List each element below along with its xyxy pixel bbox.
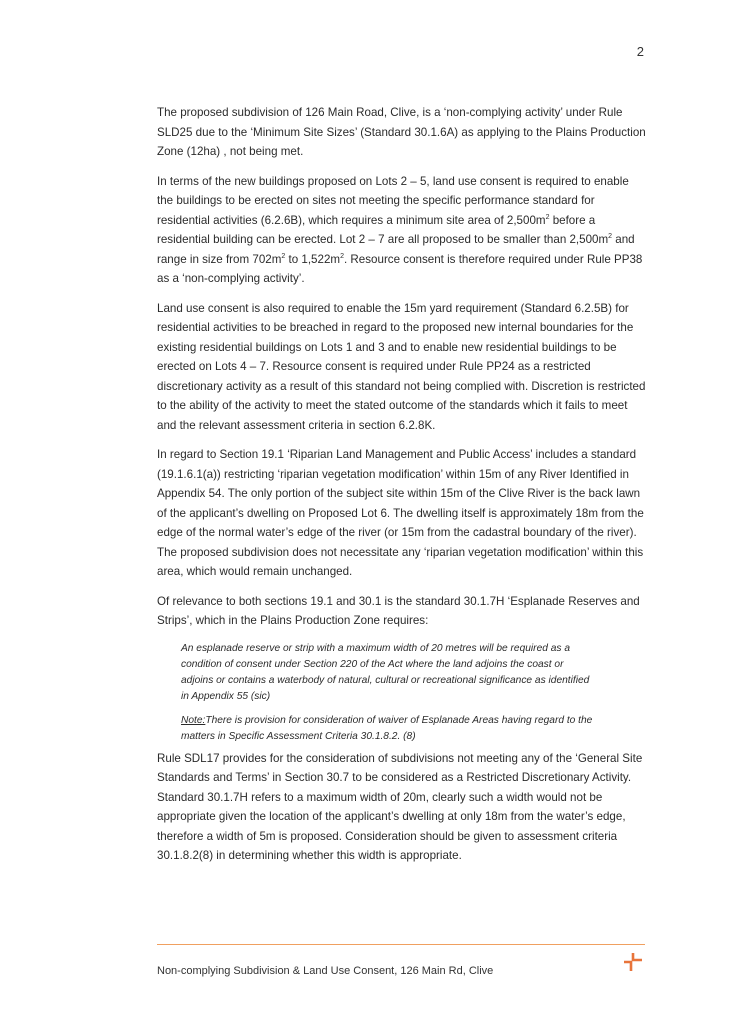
document-body: [157, 103, 647, 876]
paragraph-riparian: In regard to Section 19.1 ‘Riparian Land Management and Public Access’ includes a standard (19.1.6.1(a)) restricting ‘riparian vegetation modification’ within 15m of any River Identified in Appendix 54. The only portion of the subject site within 15m of the Clive River is the back lawn of the applicant’s dwelling on Proposed Lot 6. The dwelling itself is approximately 18m from the edge of the normal water’s edge of the river (or 15m from the cadastral boundary of the river). The proposed subdivision does not necessitate any ‘riparian vegetation modification’ within this area, which would remain unchanged.: [157, 448, 644, 578]
text-segment: and range in size from 702m: [157, 233, 635, 266]
text-segment: In terms of the new buildings proposed on Lots 2 – 5, land use consent is required to enable the buildings to be erected on sites not meeting the specific performance standard for residential activities (6.2.6B), which requires a minimum site area of 2,500m: [157, 174, 629, 227]
footer-title: Non-complying Subdivision & Land Use Consent, 126 Main Rd, Clive: [157, 965, 494, 977]
text-segment: before a residential building can be erected. Lot 2 – 7 are all proposed to be smaller than 2,500m: [157, 213, 609, 246]
note-text: There is provision for consideration of waiver of Esplanade Areas having regard to the matters in Specific Assessment Criteria 30.1.8.2. (8): [181, 714, 593, 742]
text-segment: to 1,522m: [285, 252, 341, 266]
corner-brackets-logo-icon: [624, 953, 642, 971]
superscript: 2: [340, 252, 344, 260]
quote-standard-text: An esplanade reserve or strip with a maximum width of 20 metres will be required as a condition of consent under Section 220 of the Act where the land adjoins the coast or adjoins or contains a waterbody of natural, cultural or recreational significance as identified in Appendix 55 (sic): [181, 642, 590, 702]
paragraph-subdivision-status: The proposed subdivision of 126 Main Road, Clive, is a ‘non-complying activity’ under Rule SLD25 due to the ‘Minimum Site Sizes’ (Standard 30.1.6A) as applying to the Plains Production Zone (12ha) , not being met.: [157, 106, 646, 158]
superscript: 2: [545, 213, 550, 221]
paragraph-esplanade-intro: Of relevance to both sections 19.1 and 30.1 is the standard 30.1.7H ‘Esplanade Reserves and Strips’, which in the Plains Production Zone requires:: [157, 594, 640, 627]
text-segment: . Resource consent is therefore required under Rule PP38 as a ‘non-complying activity’.: [157, 252, 643, 285]
paragraph-rule-sdl17: Rule SDL17 provides for the consideration of subdivisions not meeting any of the ‘General Site Standards and Terms’ in Section 30.7 to be considered as a Restricted Discretionary Activity. Standard 30.1.7H refers to a maximum width of 20m, clearly such a width would not be appropriate given the location of the applicant’s dwelling at only 18m from the water’s edge, therefore a width of 5m is proposed. Consideration should be given to assessment criteria 30.1.8.2(8) in determining whether this width is appropriate.: [157, 751, 643, 862]
esplanade-standard-quote: [181, 641, 596, 745]
note-label: Note:: [181, 714, 206, 726]
footer-divider: [157, 944, 645, 945]
superscript: 2: [608, 233, 613, 240]
paragraph-new-buildings: [157, 172, 647, 289]
page-number: 2: [636, 44, 644, 59]
paragraph-yard-requirement: Land use consent is also required to enable the 15m yard requirement (Standard 6.2.5B) for residential activities to be breached in regard to the proposed new internal boundaries for the existing residential buildings on Lots 1 and 3 and to enable new residential buildings to be erected on Lots 4 – 7. Resource consent is required under Rule PP24 as a restricted discretionary activity as a result of this standard not being complied with. Discretion is restricted to the ability of the activity to meet the stated outcome of the standards which it fails to meet and the relevant assessment criteria in section 6.2.8K.: [157, 301, 646, 432]
quote-note: [181, 713, 596, 745]
superscript: 2: [281, 252, 286, 260]
